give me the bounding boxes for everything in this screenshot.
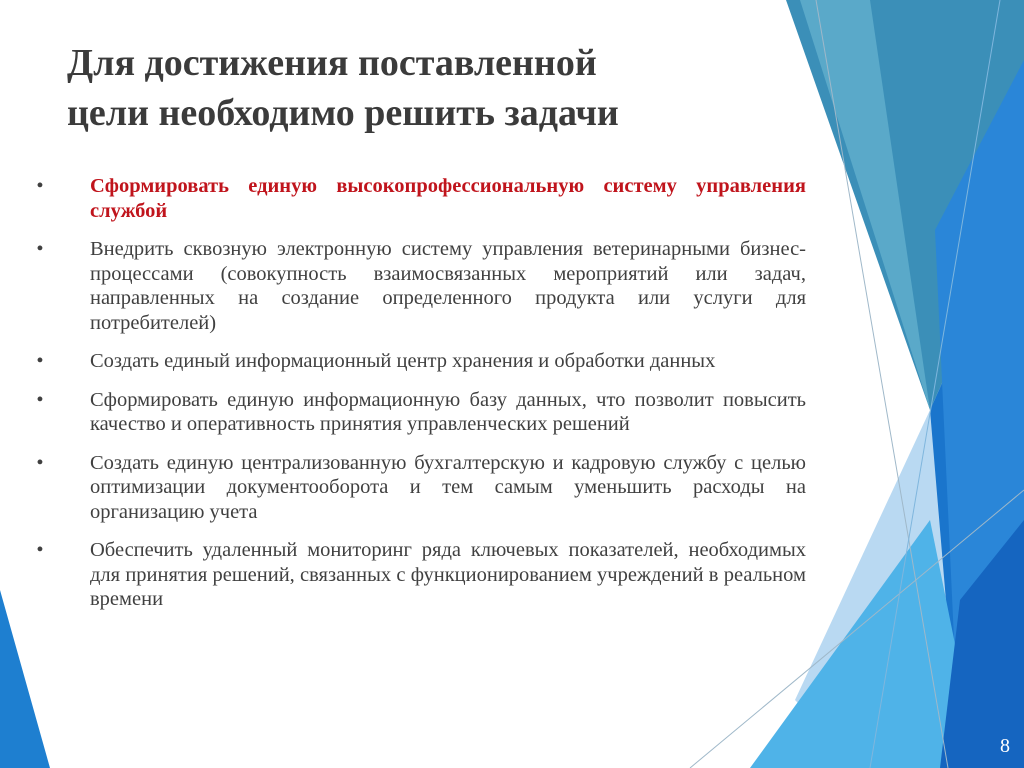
bullet-marker: • <box>36 539 44 561</box>
task-list-item <box>30 174 806 223</box>
task-text: Внедрить сквозную электронную систему управления ветеринарными бизнес-процессами (совокупность взаимосвязанных мероприятий или задач, направленных на создание определенного продукта или услуги для потребителей) <box>90 238 806 334</box>
task-list-item <box>30 237 806 335</box>
bullet-marker: • <box>36 175 44 197</box>
task-list-item <box>30 451 806 525</box>
task-text: Создать единую централизованную бухгалтерскую и кадровую службу с целью оптимизации документооборота и тем самым уменьшить расходы на организацию учета <box>90 451 806 523</box>
slide-title <box>67 38 787 138</box>
task-list-item <box>30 349 806 374</box>
task-list-item <box>30 388 806 437</box>
task-text: Создать единый информационный центр хранения и обработки данных <box>90 350 716 372</box>
slide-title-line: цели необходимо решить задачи <box>67 92 619 134</box>
bullet-marker: • <box>36 238 44 260</box>
slide-title-line: Для достижения поставленной <box>67 42 597 84</box>
task-text: Обеспечить удаленный мониторинг ряда ключевых показателей, необходимых для принятия решений, связанных с функционированием учреждений в реальном времени <box>90 539 806 610</box>
page-number: 8 <box>1000 735 1010 757</box>
task-text: Сформировать единую информационную базу данных, что позволит повысить качество и оперативность принятия управленческих решений <box>90 388 806 435</box>
bullet-marker: • <box>36 451 44 474</box>
bullet-marker: • <box>36 388 44 411</box>
task-list <box>30 174 806 626</box>
task-list-item <box>30 538 806 612</box>
bullet-marker: • <box>36 350 44 372</box>
task-text: Сформировать единую высокопрофессиональную систему управления службой <box>90 175 806 222</box>
